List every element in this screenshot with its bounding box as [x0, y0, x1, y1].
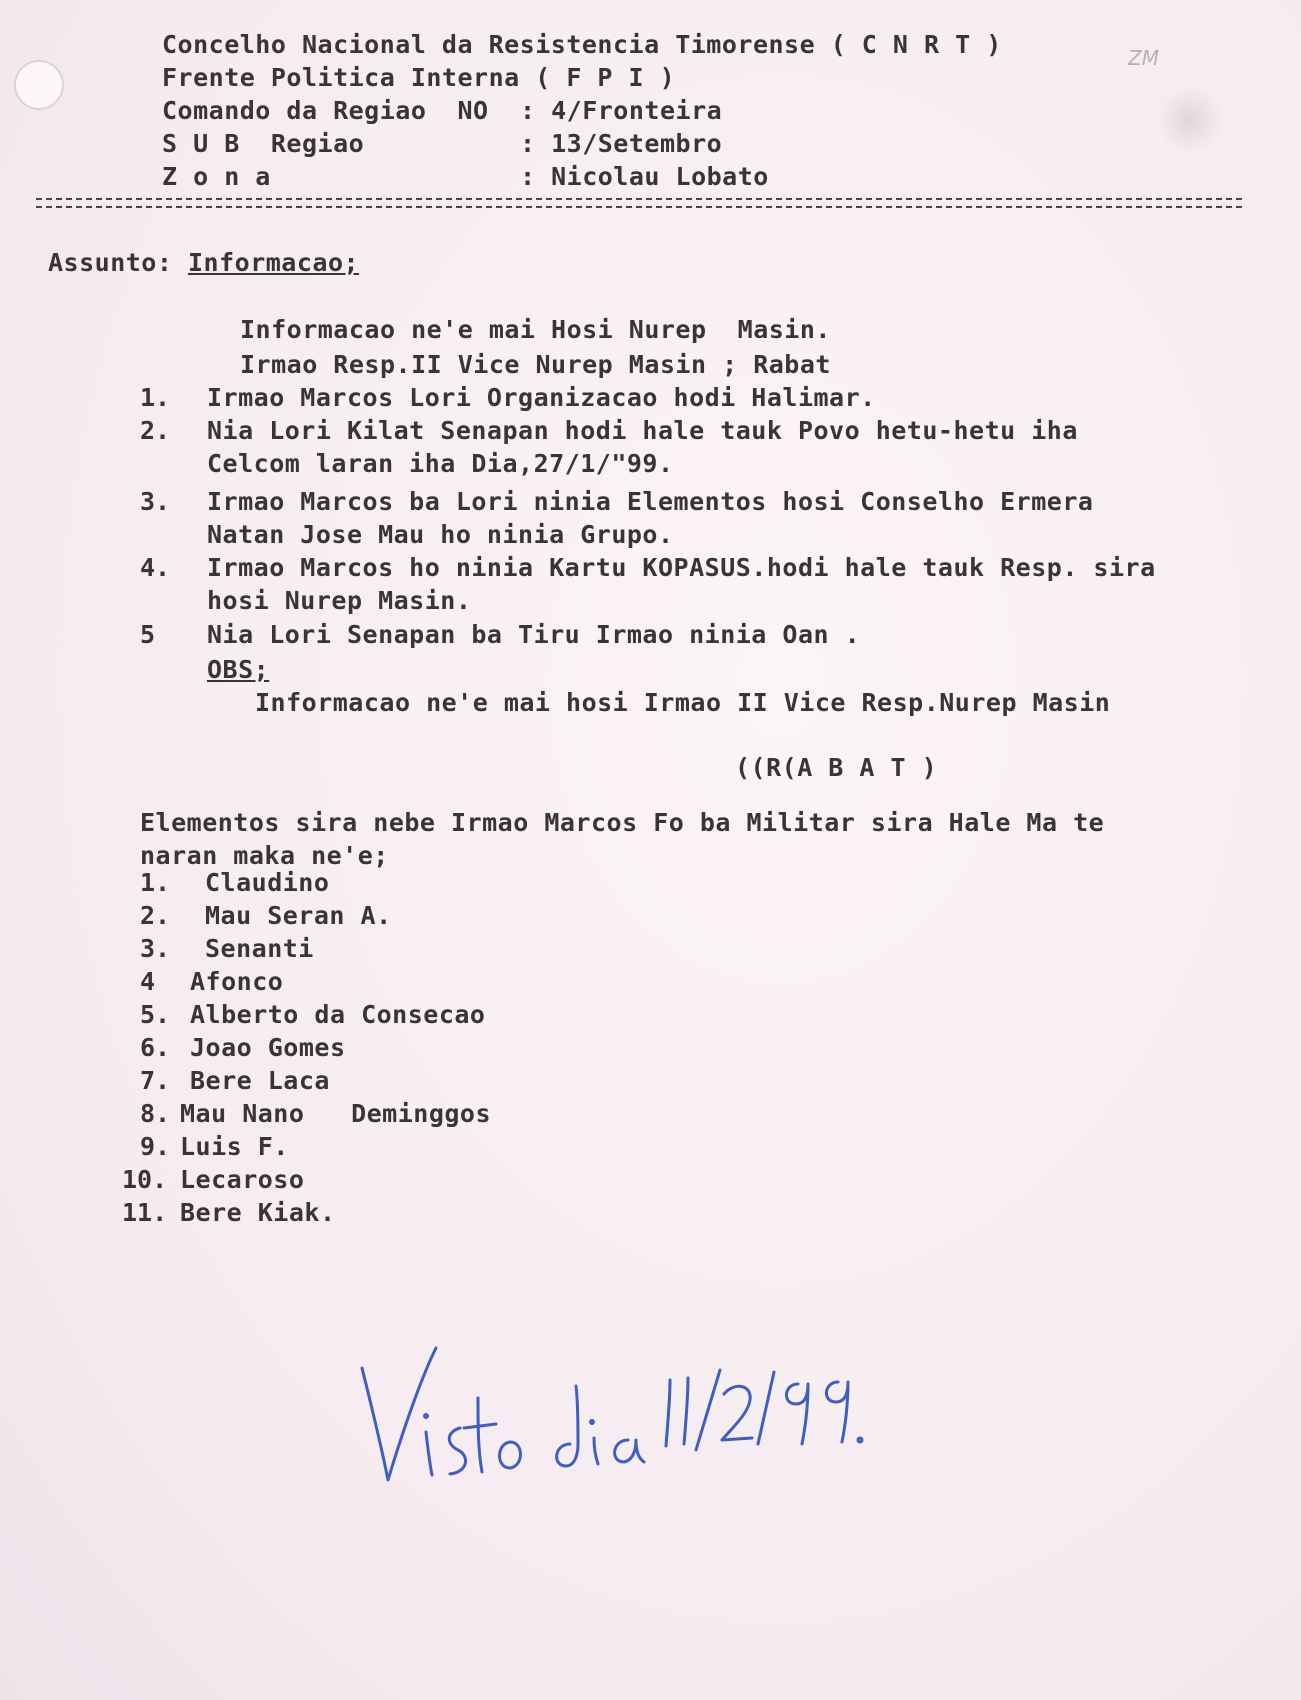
punch-hole [14, 60, 64, 110]
signoff-rabat: ((R(A B A T ) [735, 753, 938, 782]
name-number: 8. [140, 1099, 171, 1128]
name-number: 11. [122, 1198, 168, 1227]
name-entry: Alberto da Consecao [190, 1000, 486, 1029]
intro-line: Irmao Resp.II Vice Nurep Masin ; Rabat [240, 350, 831, 379]
header-zone-value: : Nicolau Lobato [520, 162, 769, 191]
item-number: 2. [140, 416, 171, 445]
subject-label: Assunto: [48, 248, 173, 277]
name-number: 4 [140, 967, 156, 996]
name-entry: Senanti [205, 934, 314, 963]
item-number: 5 [140, 620, 156, 649]
header-org-name: Concelho Nacional da Resistencia Timorense ( C N R T ) [162, 30, 1002, 59]
item-text: Irmao Marcos ho ninia Kartu KOPASUS.hodi hale tauk Resp. sira [207, 553, 1156, 582]
handwritten-visto-note [360, 1340, 880, 1490]
name-number: 9. [140, 1132, 171, 1161]
name-number: 3. [140, 934, 171, 963]
subject-value: Informacao; [187, 248, 360, 277]
name-entry: Bere Laca [190, 1066, 330, 1095]
header-region-label: Comando da Regiao NO [162, 96, 489, 125]
name-number: 1. [140, 868, 171, 897]
name-number: 10. [122, 1165, 168, 1194]
name-entry: Lecaroso [180, 1165, 305, 1194]
name-entry: Mau Nano Deminggos [180, 1099, 492, 1128]
name-number: 2. [140, 901, 171, 930]
name-entry: Claudino [205, 868, 330, 897]
item-number: 3. [140, 487, 171, 516]
name-entry: Afonco [190, 967, 284, 996]
header-front-name: Frente Politica Interna ( F P I ) [162, 63, 676, 92]
name-number: 6. [140, 1033, 171, 1062]
paper-stain [1155, 85, 1225, 155]
elements-intro-line: Elementos sira nebe Irmao Marcos Fo ba Militar sira Hale Ma te [140, 808, 1105, 837]
name-number: 5. [140, 1000, 171, 1029]
item-number: 4. [140, 553, 171, 582]
header-subregion-value: : 13/Setembro [520, 129, 723, 158]
name-entry: Joao Gomes [190, 1033, 346, 1062]
header-subregion-label: S U B Regiao [162, 129, 365, 158]
item-number: 1. [140, 383, 171, 412]
name-entry: Mau Seran A. [205, 901, 392, 930]
item-text: Nia Lori Kilat Senapan hodi hale tauk Povo hetu-hetu iha [207, 416, 1078, 445]
item-text: Celcom laran iha Dia,27/1/"99. [207, 449, 674, 478]
obs-text: Informacao ne'e mai hosi Irmao II Vice Resp.Nurep Masin [255, 688, 1111, 717]
intro-line: Informacao ne'e mai Hosi Nurep Masin. [240, 315, 831, 344]
corner-note: ZM [1128, 46, 1159, 70]
subject-line [48, 248, 359, 277]
name-entry: Luis F. [180, 1132, 289, 1161]
item-text: hosi Nurep Masin. [207, 586, 472, 615]
item-text: Irmao Marcos ba Lori ninia Elementos hosi Conselho Ermera [207, 487, 1094, 516]
item-text: Natan Jose Mau ho ninia Grupo. [207, 520, 674, 549]
item-text: Nia Lori Senapan ba Tiru Irmao ninia Oan . [207, 620, 861, 649]
header-zone-label: Z o n a [162, 162, 271, 191]
header-divider [36, 198, 1242, 208]
header-region-value: : 4/Fronteira [520, 96, 723, 125]
elements-intro-line: naran maka ne'e; [140, 841, 389, 870]
obs-label: OBS; [207, 655, 270, 684]
name-number: 7. [140, 1066, 171, 1095]
name-entry: Bere Kiak. [180, 1198, 336, 1227]
item-text: Irmao Marcos Lori Organizacao hodi Halimar. [207, 383, 876, 412]
